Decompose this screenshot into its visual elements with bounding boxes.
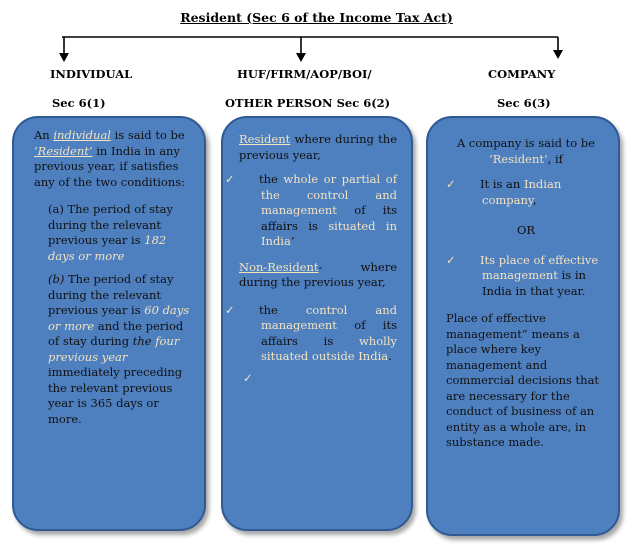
huf-box [221, 116, 413, 531]
company-item-2: ✓ Its place of effective management is in India in that year. [446, 252, 599, 298]
diagram-title: Resident (Sec 6 of the Income Tax Act) [180, 10, 453, 25]
condition-b: (b) The period of stay during the relevant previous year is 60 days or more and the period of stay during the four previous year immediately preceding the relevant previous year is 365 days or more. [48, 272, 190, 426]
check-icon: ✓ [225, 172, 235, 186]
nonresident-item: ✓ the control and management of its affairs is wholly situated outside India. [225, 302, 397, 363]
company-item-1: ✓ It is an Indian company, [446, 177, 562, 207]
arrow-individual-head [59, 53, 69, 62]
check-icon: ✓ [225, 302, 235, 317]
resident-item: ✓ the whole or partial of the control and management of its affairs is situated in India’ [225, 172, 397, 248]
resident-label: Resident [239, 132, 291, 146]
resident-paragraph: Resident where during the previous year, [239, 132, 397, 162]
condition-b-years: four previous year [48, 334, 180, 364]
heading-huf: HUF/FIRM/AOP/BOI/ [237, 67, 372, 81]
resident-term: ‘Resident’ [34, 143, 93, 158]
section-huf: OTHER PERSON Sec 6(2) [225, 96, 391, 110]
nonresident-label: Non-Resident [239, 259, 319, 274]
individual-intro: An individual is said to be ‘Resident’ in India in any previous year, if satisfies any of the two conditions: [34, 128, 185, 189]
arrow-huf-head [296, 53, 306, 62]
empty-item [239, 371, 397, 387]
condition-a: (a) The period of stay during the relevant previous year is 182 days or more [48, 202, 174, 263]
nonresident-paragraph: Non-Resident- where during the previous year, [239, 259, 397, 289]
heading-individual: INDIVIDUAL [50, 67, 133, 81]
heading-company: COMPANY [488, 67, 556, 81]
check-icon: ✓ [446, 177, 456, 191]
check-icon: ✓ [446, 252, 456, 267]
individual-term: individual [53, 128, 111, 142]
or-label: OR [516, 223, 536, 237]
poem-definition: Place of effective management” means a place where key management and commercial decisions that are necessary for the conduct of business of an entity as a whole are, in substance made. [446, 311, 600, 449]
individual-box [12, 116, 206, 531]
condition-b-days: 60 days or more [48, 303, 190, 333]
check-icon: ✓ [243, 370, 253, 385]
section-company: Sec 6(3) [497, 96, 551, 110]
section-individual: Sec 6(1) [52, 96, 106, 110]
company-box [426, 116, 620, 536]
arrow-company-head [553, 50, 563, 59]
condition-a-days: 182 days or more [48, 233, 167, 263]
company-intro: A company is said to be ‘Resident’, if [456, 136, 596, 166]
